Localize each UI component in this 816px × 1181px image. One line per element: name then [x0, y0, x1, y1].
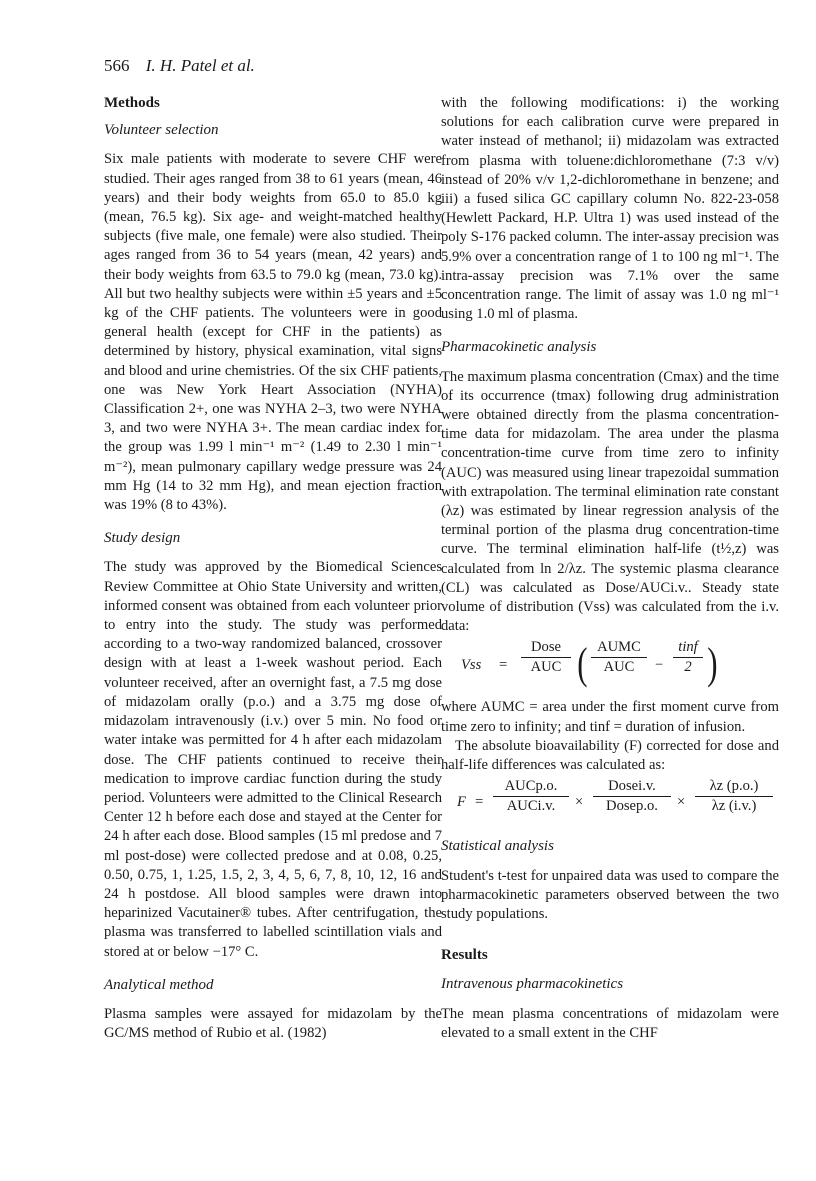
- running-authors: I. H. Patel et al.: [145, 56, 255, 75]
- aumc-over-auc: [591, 638, 647, 677]
- fraction-denominator: AUC: [521, 657, 571, 677]
- fraction-numerator: Dosei.v.: [608, 778, 656, 795]
- right-column: [441, 94, 779, 1043]
- fraction-numerator: AUMC: [597, 639, 641, 656]
- auc-ratio: [493, 777, 569, 816]
- iv-heading: Intravenous pharmacokinetics: [441, 976, 624, 993]
- fraction-denominator: AUCi.v.: [493, 796, 569, 816]
- fraction-numerator: λz (p.o.): [709, 778, 759, 795]
- tinf-over-2: [673, 638, 703, 677]
- methods-heading: Methods: [104, 95, 160, 111]
- right-paren: ): [707, 639, 718, 689]
- fraction-denominator: 2: [673, 657, 703, 677]
- design-paragraph: The study was approved by the Biomedical Sciences Review Committee at Ohio State University and written, informed consent was obtained from each volunteer prior to entry into the study. The study was performed according to a two-way randomized balanced, crossover design with at least a 1-week washout period. Each volunteer received, after an overnight fast, a 7.5 mg dose of midazolam orally (p.o.) and a 3.75 mg dose of midazolam intravenously (i.v.) over 5 min. No food or water intake was permitted for 4 h after each midazolam dose. The CHF patients continued to receive their medication to improve cardiac function during the study period. Volunteers were admitted to the Clinical Research Center 12 h before each dose and stayed at the Center for 24 h after each dose. Blood samples (15 ml predose and 7 ml post-dose) were collected predose and at 0.08, 0.25, 0.50, 0.75, 1, 1.25, 1.5, 2, 3, 4, 5, 6, 7, 8, 10, 12, 16 and 24 h postdose. All blood samples were drawn into heparinized Vacutainer® tubes. After centrifugation, the plasma was transferred to labelled scintillation vials and stored at or below −17° C.: [104, 559, 442, 960]
- pk-paragraph: The maximum plasma concentration (Cmax) and the time of its occurrence (tmax) following drug administration were obtained directly from the plasma concentration-time data for midazolam. The area under the plasma concentration-time curve from time zero to infinity (AUC) was measured using linear trapezoidal summation with extrapolation. The terminal elimination rate constant (λz) was estimated by linear regression analysis of the terminal portion of the plasma drug concentration-time curve. The terminal elimination half-life (t½,z) was calculated from ln 2/λz. The systemic plasma clearance (CL) was calculated as Dose/AUCi.v.. Steady state volume of distribution (Vss) was calculated from the i.v. data:: [441, 368, 779, 635]
- analytical-heading: Analytical method: [104, 976, 214, 993]
- design-heading: Study design: [104, 530, 181, 547]
- results-heading: Results: [441, 947, 488, 964]
- left-paren: (: [577, 639, 588, 689]
- running-header: [104, 56, 255, 76]
- volunteer-paragraph: Six male patients with moderate to severe CHF were studied. Their ages ranged from 38 to 61 years (mean, 46 years) and their body weights from 65.0 to 85.0 kg (mean, 76.5 kg). Six age- and weight-matched healthy subjects (five male, one female) were also studied. Their ages ranged from 36 to 54 years (mean, 42 years) and their body weights from 63.5 to 79.0 kg (mean, 73.0 kg). All but two healthy subjects were within ±5 years and ±5 kg of the CHF patients. The volunteers were in good general health (except for CHF in the patients) as determined by history, physical examination, vital signs and blood and urine chemistries. Of the six CHF patients, one was New York Heart Association (NYHA) Classification 2+, one was NYHA 2–3, two were NYHA 3, and two were NYHA 3+. The mean cardiac index for the group was 1.99 l min⁻¹ m⁻² (1.49 to 2.30 l min⁻¹ m⁻²), mean pulmonary capillary wedge pressure was 24 mm Hg (14 to 32 mm Hg), and mean ejection fraction was 19% (8 to 43%).: [104, 151, 442, 514]
- pk-heading: Pharmacokinetic analysis: [441, 339, 597, 356]
- fraction-numerator: AUCp.o.: [504, 778, 558, 795]
- analytical-continued-paragraph: with the following modifications: i) the working solutions for each calibration curve were prepared in water instead of methanol; ii) midazolam was extracted from plasma with toluene:dichloromethane (7:3 v/v) instead of 20% v/v 1,2-dichloromethane in benzene; and iii) a fused silica GC capillary column No. 822-23-058 (Hewlett Packard, H.P. Ultra 1) was used instead of the poly S-176 packed column. The inter-assay precision was 5.9% over a concentration range of 1 to 100 ng ml⁻¹. The intra-assay precision was 7.1% over the same concentration range. The limit of assay was 1.0 ng ml⁻¹ using 1.0 ml of plasma.: [441, 95, 779, 323]
- fraction-denominator: AUC: [591, 657, 647, 677]
- f-equals: =: [475, 794, 484, 811]
- lambda-ratio: [695, 777, 773, 816]
- bioavailability-intro: The absolute bioavailability (F) corrected for dose and half-life differences was calculated as:: [441, 737, 779, 774]
- minus-sign: −: [655, 657, 664, 674]
- analytical-paragraph: Plasma samples were assayed for midazolam by the GC/MS method of Rubio et al. (1982): [104, 1005, 442, 1042]
- f-lhs: F: [457, 794, 466, 811]
- stat-paragraph: Student's t-test for unpaired data was used to compare the pharmacokinetic parameters observed between the two study populations.: [441, 867, 779, 922]
- dose-over-auc: [521, 638, 571, 677]
- left-column: [104, 94, 442, 1043]
- dose-ratio: [593, 777, 671, 816]
- fraction-numerator: tinf: [678, 639, 698, 656]
- vss-lhs: Vss: [461, 657, 482, 674]
- iv-paragraph: The mean plasma concentrations of midazolam were elevated to a small extent in the CHF: [441, 1005, 779, 1041]
- aumc-definition: where AUMC = area under the first moment curve from time zero to infinity; and tinf = duration of infusion.: [441, 699, 779, 735]
- times-sign-2: ×: [677, 794, 686, 811]
- bioavailability-equation: [441, 775, 779, 831]
- vss-equation: [441, 636, 779, 698]
- volunteer-heading: Volunteer selection: [104, 122, 219, 139]
- vss-equals: =: [499, 657, 508, 674]
- fraction-numerator: Dose: [531, 639, 561, 656]
- page-number: 566: [104, 56, 130, 75]
- fraction-denominator: λz (i.v.): [695, 796, 773, 816]
- times-sign-1: ×: [575, 794, 584, 811]
- fraction-denominator: Dosep.o.: [593, 796, 671, 816]
- stat-heading: Statistical analysis: [441, 838, 554, 855]
